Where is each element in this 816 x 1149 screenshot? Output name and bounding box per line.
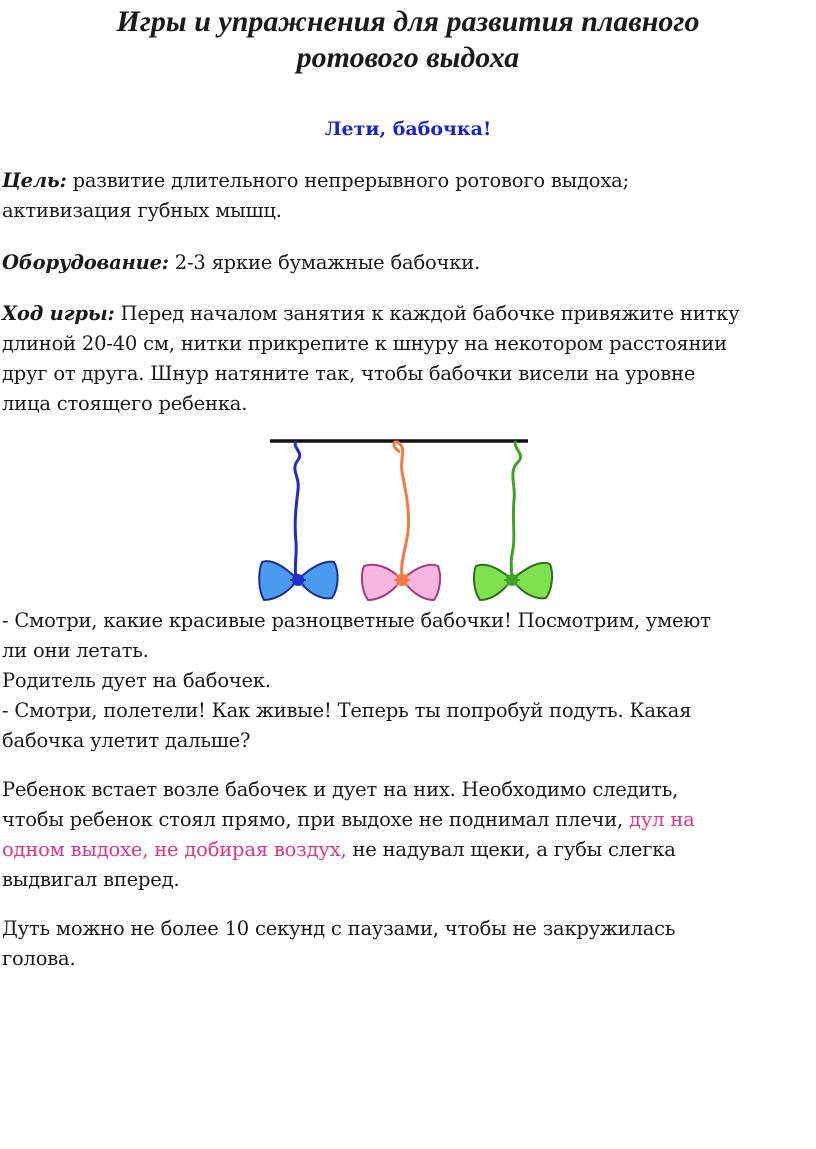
blue-bow-butterfly-icon	[259, 441, 337, 600]
goal-text-line-1: развитие длительного непрерывного ротового выдоха;	[66, 169, 629, 192]
note-paragraph	[2, 914, 808, 974]
instructions-line-2: чтобы ребенок стоял прямо, при выдохе не поднимал плечи,	[2, 808, 630, 831]
dialog-line-2: ли они летать.	[2, 639, 149, 662]
green-bow-butterfly-icon	[474, 441, 552, 600]
process-text-line-3: друг от друга. Шнур натяните так, чтобы бабочки висели на уровне	[2, 362, 696, 385]
instructions-highlight-2: одном выдохе, не добирая воздух,	[2, 838, 347, 861]
dialog-line-1: - Смотри, какие красивые разноцветные бабочки! Посмотрим, умеют	[2, 609, 711, 632]
dialog-line-4: - Смотри, полетели! Как живые! Теперь ты попробуй подуть. Какая	[2, 699, 692, 722]
equipment-paragraph	[2, 248, 808, 278]
title-line-1: Игры и упражнения для развития плавного	[116, 5, 700, 38]
process-paragraph	[2, 299, 808, 419]
note-line-2: голова.	[2, 947, 76, 970]
butterflies-on-cord-illustration	[250, 432, 570, 612]
pink-left-wing	[362, 565, 400, 600]
dialog-paragraph	[2, 606, 808, 756]
page-title	[0, 4, 816, 76]
game-subtitle: Лети, бабочка!	[324, 118, 492, 140]
process-label: Ход игры:	[2, 302, 115, 325]
pink-right-wing	[404, 565, 440, 600]
goal-text-line-2: активизация губных мышц.	[2, 199, 282, 222]
instructions-highlight-1: дул на	[629, 808, 695, 831]
goal-label: Цель:	[2, 169, 67, 192]
note-line-1: Дуть можно не более 10 секунд с паузами, чтобы не закружилась	[2, 917, 676, 940]
blue-string	[295, 441, 300, 578]
instructions-line-1: Ребенок встает возле бабочек и дует на них. Необходимо следить,	[2, 778, 679, 801]
process-text-line-2: длиной 20-40 см, нитки прикрепите к шнуру на некотором расстоянии	[2, 332, 727, 355]
process-text-line-4: лица стоящего ребенка.	[2, 392, 248, 415]
dialog-line-3: Родитель дует на бабочек.	[2, 669, 271, 692]
equipment-text: 2-3 яркие бумажные бабочки.	[168, 251, 481, 274]
pink-string	[394, 442, 409, 578]
pink-bow-butterfly-icon	[362, 442, 440, 600]
instructions-line-3: не надувал щеки, а губы слегка	[346, 838, 676, 861]
instructions-line-4: выдвигал вперед.	[2, 868, 180, 891]
equipment-label: Оборудование:	[2, 251, 169, 274]
green-string	[511, 441, 520, 578]
dialog-line-5: бабочка улетит дальше?	[2, 729, 251, 752]
process-text-line-1: Перед началом занятия к каждой бабочке привяжите нитку	[114, 302, 740, 325]
title-line-2: ротового выдоха	[296, 41, 520, 74]
goal-paragraph	[2, 166, 808, 226]
green-left-wing	[474, 565, 510, 600]
instructions-paragraph	[2, 775, 808, 895]
